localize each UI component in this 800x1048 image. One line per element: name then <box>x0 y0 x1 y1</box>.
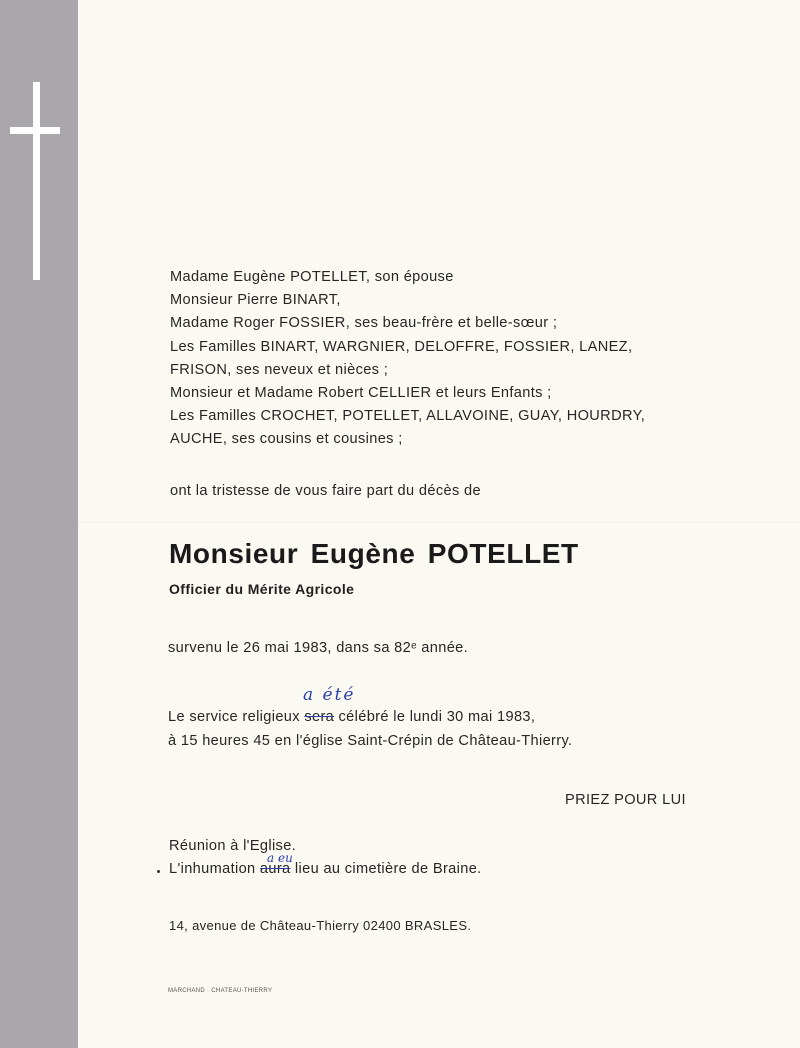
ink-dot <box>157 870 160 873</box>
struck-word: aura <box>259 861 291 877</box>
family-line: Les Familles CROCHET, POTELLET, ALLAVOINE, GUAY, HOURDRY, <box>170 408 646 425</box>
struck-word: sera <box>304 709 335 725</box>
burial-text-after: lieu au cimetière de Braine. <box>294 861 482 877</box>
paper-fold-line <box>78 522 800 523</box>
burial-line <box>169 861 482 877</box>
cross-icon-vertical <box>33 82 40 280</box>
family-line: Monsieur Pierre BINART, <box>170 292 341 309</box>
death-date-text: survenu le 26 mai 1983, dans sa 82ᵉ année. <box>168 640 469 656</box>
handwritten-correction: a été <box>303 685 356 705</box>
handwritten-correction: a eu <box>267 851 293 865</box>
family-line: Madame Roger FOSSIER, ses beau-frère et belle-sœur ; <box>170 315 558 332</box>
family-line: Monsieur et Madame Robert CELLIER et leurs Enfants ; <box>170 384 552 401</box>
family-list <box>170 266 645 452</box>
address-text: 14, avenue de Château-Thierry 02400 BRASLES. <box>169 918 472 933</box>
family-line: AUCHE, ses cousins et cousines ; <box>170 431 403 448</box>
service-line-2: à 15 heures 45 en l'église Saint-Crépin de Château-Thierry. <box>168 733 573 749</box>
reunion-text: Réunion à l'Eglise. <box>169 838 297 854</box>
family-line: Madame Eugène POTELLET, son épouse <box>170 269 454 285</box>
cross-icon-horizontal <box>10 127 60 134</box>
gray-side-band <box>0 0 78 1048</box>
burial-text-before: L'inhumation <box>169 861 256 877</box>
service-text-before: Le service religieux <box>168 709 300 725</box>
deceased-name: Monsieur Eugène POTELLET <box>169 538 579 569</box>
prayer-text: PRIEZ POUR LUI <box>565 792 686 808</box>
family-line: FRISON, ses neveux et nièces ; <box>170 361 389 378</box>
service-text-after: célébré le lundi 30 mai 1983, <box>338 709 536 725</box>
printer-mark: MARCHAND · CHATEAU-THIERRY <box>168 988 273 994</box>
announcement-text: ont la tristesse de vous faire part du décès de <box>170 483 481 499</box>
family-line: Les Familles BINART, WARGNIER, DELOFFRE, FOSSIER, LANEZ, <box>170 338 633 355</box>
service-line-1 <box>168 709 535 725</box>
deceased-title: Officier du Mérite Agricole <box>169 581 355 597</box>
